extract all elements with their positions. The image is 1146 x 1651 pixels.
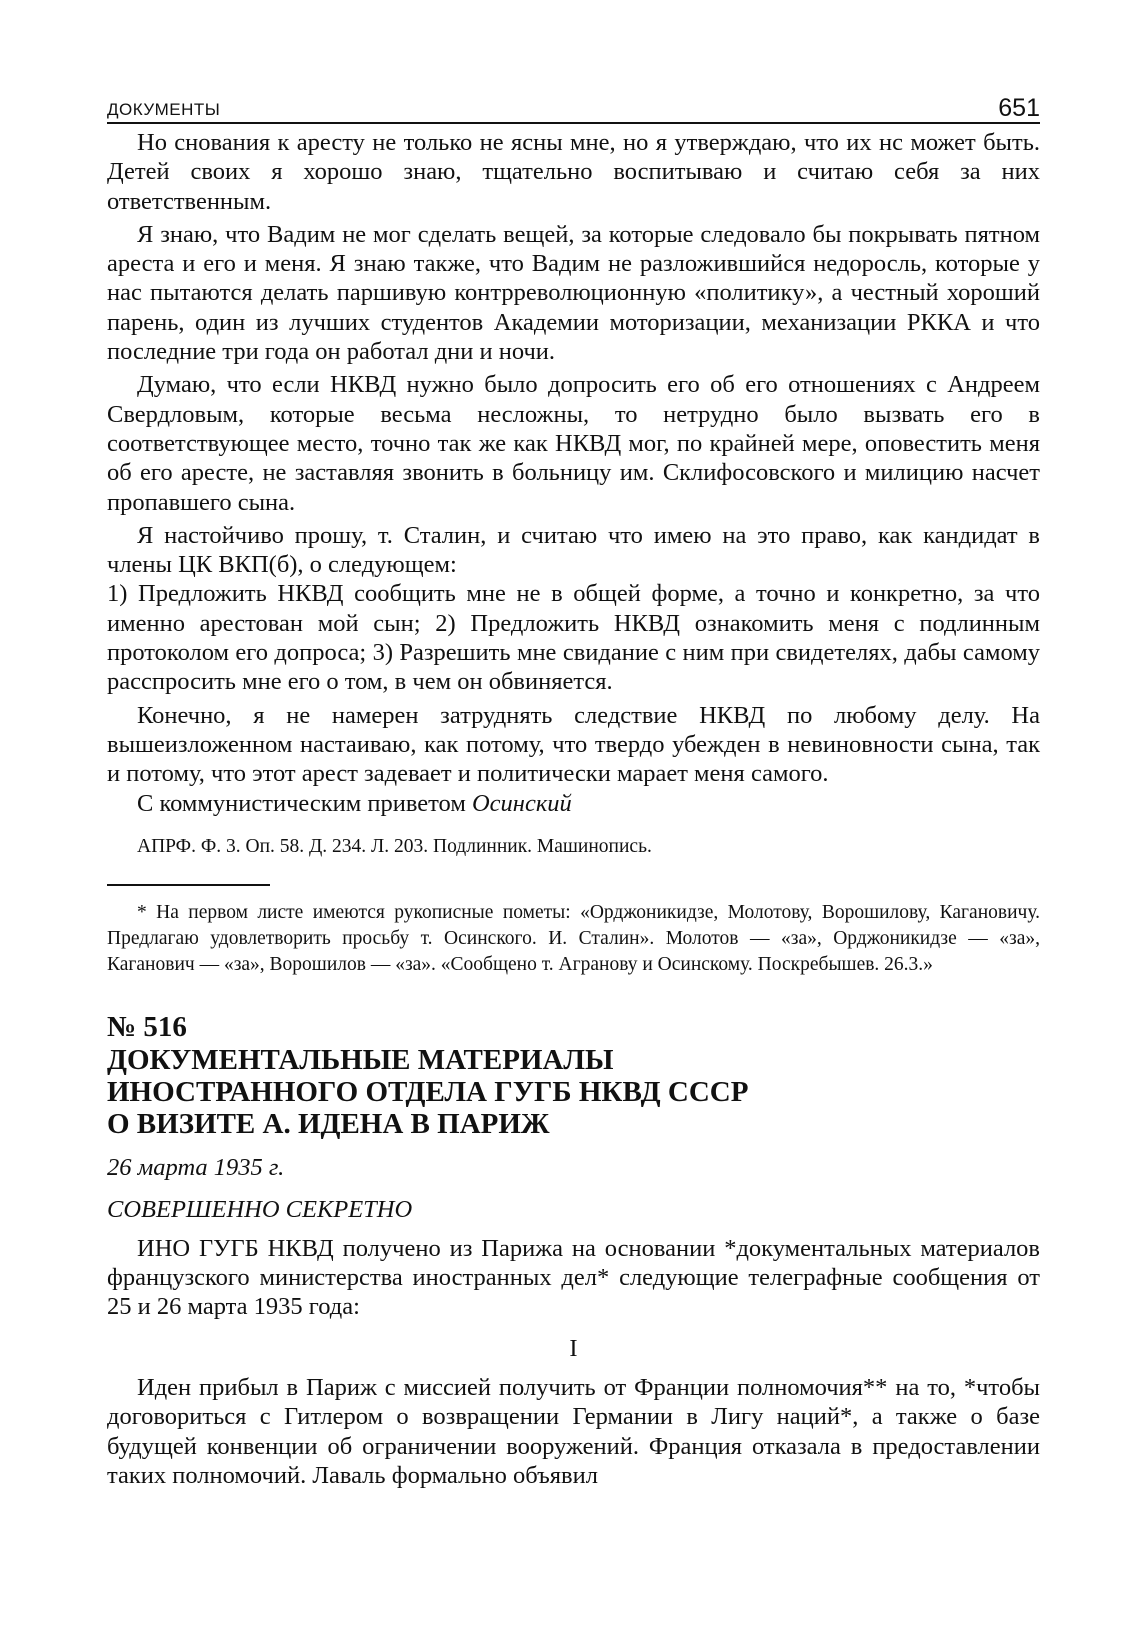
document-title-line: ДОКУМЕНТАЛЬНЫЕ МАТЕРИАЛЫ [107, 1043, 614, 1076]
document-page [107, 94, 1040, 1490]
document-title-line: ИНОСТРАННОГО ОТДЕЛА ГУГБ НКВД СССР [107, 1075, 749, 1108]
running-header [107, 94, 1040, 124]
archive-reference: АПРФ. Ф. 3. Оп. 58. Д. 234. Л. 203. Подлинник. Машинопись. [137, 835, 652, 857]
running-title: ДОКУМЕНТЫ [107, 100, 221, 119]
letter-paragraph: Конечно, я не намерен затруднять следствие НКВД по любому делу. На вышеизложенном настаиваю, как потому, что твердо убежден в невиновности сына, так и потому, что этот арест задевает и политически марает меня самого. [107, 701, 1040, 788]
document-number: № 516 [107, 1010, 187, 1043]
document-title-line: О ВИЗИТЕ А. ИДЕНА В ПАРИЖ [107, 1107, 550, 1140]
signature-name: Осинский [471, 789, 572, 817]
letter-paragraph: Думаю, что если НКВД нужно было допросить его об его отношениях с Андреем Свердловым, которые весьма несложны, то нетрудно было вызвать его в соответствующее место, точно так же как НКВД мог, по крайней мере, оповестить меня об его аресте, не заставляя звонить в больницу им. Склифосовского и милицию насчет пропавшего сына. [107, 371, 1040, 516]
document-title [107, 1044, 1040, 1140]
letter-paragraph: Но снования к аресту не только не ясны мне, но я утверждаю, что их нс может быть. Детей своих я хорошо знаю, тщательно воспитываю и считаю себя за них ответственным. [107, 129, 1040, 215]
letter-paragraph: Я настойчиво прошу, т. Сталин, и считаю что имею на это право, как кандидат в члены ЦК ВКП(б), о следующем: [107, 521, 1040, 579]
letter-paragraph: Я знаю, что Вадим не мог сделать вещей, за которые следовало бы покрывать пятном ареста и его и меня. Я знаю также, что Вадим не разложившийся недоросль, которые у нас пытаются делать паршивую контрреволюционную «политику», а честный хороший парень, один из лучших студентов Академии моторизации, механизации РККА и что последние три года он работал дни и ночи. [107, 220, 1040, 366]
secrecy-classification: СОВЕРШЕННО СЕКРЕТНО [107, 1195, 413, 1223]
section-paragraph: Иден прибыл в Париж с миссией получить от Франции полномочия** на то, *чтобы договориться с Гитлером о возвращении Германии в Лигу наций*, а также о базе будущей конвенции об ограничении вооружений. Франция отказала в предоставлении таких полномочий. Лаваль формально объявил [107, 1374, 1040, 1489]
signature-prefix: С коммунистическим приветом [137, 789, 472, 817]
section-numeral: I [569, 1334, 578, 1362]
document-date: 26 марта 1935 г. [107, 1153, 285, 1181]
footnote: * На первом листе имеются рукописные пометы: «Орджоникидзе, Молотову, Ворошилову, Кагановичу. Предлагаю удовлетворить просьбу т. Осинского. И. Сталин». Молотов — «за», Орджоникидзе — «за», Каганович — «за», Ворошилов — «за». «Сообщено т. Агранову и Осинскому. Поскребышев. 26.3.» [107, 901, 1040, 975]
page-number: 651 [998, 94, 1040, 122]
footnote-divider [107, 884, 270, 886]
letter-signature [107, 789, 1040, 818]
document-body [107, 1234, 1040, 1490]
letter-body [107, 128, 1040, 818]
intro-paragraph: ИНО ГУГБ НКВД получено из Парижа на основании *документальных материалов французского министерства иностранных дел* следующие телеграфные сообщения от 25 и 26 марта 1935 года: [107, 1234, 1040, 1321]
letter-paragraph: 1) Предложить НКВД сообщить мне не в общей форме, а точно и конкретно, за что именно арестован мой сын; 2) Предложить НКВД ознакомить меня с подлинным протоколом его допроса; 3) Разрешить мне свидание с ним при свидетелях, дабы самому расспросить мне его о том, в чем он обвиняется. [107, 580, 1040, 696]
